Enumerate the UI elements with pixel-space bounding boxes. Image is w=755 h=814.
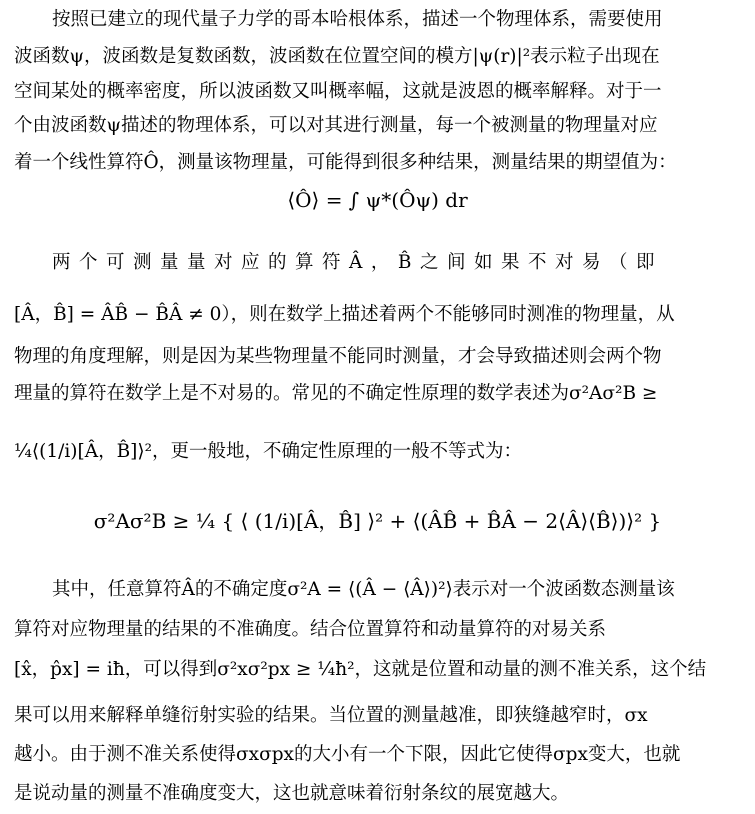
text-line: 越小。由于测不准关系使得σxσpx的大小有一个下限，因此它使得σpx变大，也就 (14, 744, 681, 765)
equation-expectation: ⟨Ô⟩ = ∫ ψ*(Ôψ) dr (287, 188, 468, 212)
text-line: 个由波函数ψ描述的物理体系，可以对其进行测量，每一个被测量的物理量对应 (14, 115, 658, 136)
text-line: 理量的算符在数学上是不对易的。常见的不确定性原理的数学表述为σ²Aσ²B ≥ (14, 383, 658, 404)
text-line: 是说动量的测量不准确度变大，这也就意味着衍射条纹的展宽越大。 (14, 783, 570, 804)
text-line: 两个可测量量对应的算符Â，B̂之间如果不对易（即 (52, 252, 663, 273)
text-line: 按照已建立的现代量子力学的哥本哈根体系，描述一个物理体系，需要使用 (52, 9, 663, 30)
text-line: ¼⟨(1/i)[Â，B̂]⟩²，更一般地，不确定性原理的一般不等式为： (14, 441, 523, 462)
text-line: 着一个线性算符Ô，测量该物理量，可能得到很多种结果，测量结果的期望值为： (14, 152, 677, 173)
equation-uncertainty: σ²Aσ²B ≥ ¼ { ⟨ (1/i)[Â，B̂] ⟩² + ⟨(ÂB̂ + B̂Â − 2⟨Â⟩⟨B̂⟩)⟩² } (93, 509, 662, 533)
text-line: 算符对应物理量的结果的不准确度。结合位置算符和动量算符的对易关系 (14, 619, 607, 640)
text-line: 物理的角度理解，则是因为某些物理量不能同时测量，才会导致描述则会两个物 (14, 346, 662, 367)
text-line: [Â，B̂] = ÂB̂ − B̂Â ≠ 0），则在数学上描述着两个不能够同时测准的物理量，从 (14, 304, 675, 325)
text-line: 果可以用来解释单缝衍射实验的结果。当位置的测量越准，即狭缝越窄时，σx (14, 705, 648, 726)
text-line: 空间某处的概率密度，所以波函数又叫概率幅，这就是波恩的概率解释。对于一 (14, 81, 662, 102)
text-line: 其中，任意算符Â的不确定度σ²A = ⟨(Â − ⟨Â⟩)²⟩表示对一个波函数态测量该 (52, 579, 675, 600)
text-line: 波函数ψ，波函数是复数函数，波函数在位置空间的模方|ψ(r)|²表示粒子出现在 (14, 46, 660, 67)
text-line: [x̂，p̂x] = iħ，可以得到σ²xσ²px ≥ ¼ħ²，这就是位置和动量的测不准关系，这个结 (14, 659, 707, 680)
